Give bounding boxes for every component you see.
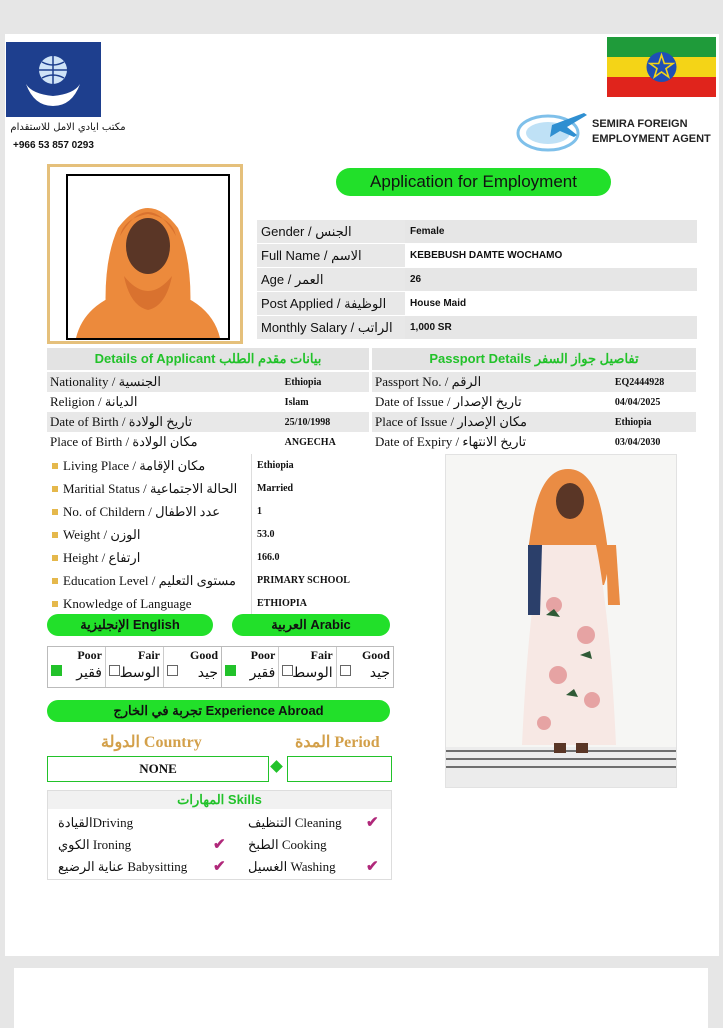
details-label: Knowledge of Language [63, 595, 192, 611]
arabic-level-fair [279, 647, 336, 687]
details-row [49, 477, 394, 500]
applicant-label: Place of Birth / مكان الولادة [50, 434, 198, 449]
english-language-header: الإنجليزية English [47, 614, 213, 636]
skill-label: القيادةDriving [58, 815, 134, 830]
basic-label: Full Name / الاسم [257, 244, 405, 268]
country-value: NONE [47, 756, 269, 782]
applicant-value: 25/10/1998 [282, 412, 369, 432]
basic-label: Age / العمر [257, 268, 405, 292]
checkmark-icon: ✔ [213, 859, 226, 875]
bullet-icon [52, 601, 58, 607]
skills-box [47, 790, 392, 880]
level-label-en: Poor [250, 648, 276, 662]
passport-label: Date of Issue / تاريخ الإصدار [375, 394, 522, 409]
office-name: مكتب ايادي الامل للاستقدام [10, 122, 126, 133]
details-label: Weight / الوزن [63, 526, 141, 542]
applicant-value: Ethiopia [282, 372, 369, 392]
bullet-icon [52, 486, 58, 492]
passport-value: 03/04/2030 [614, 436, 661, 448]
basic-label: Post Applied / الوظيفة [257, 292, 405, 316]
basic-row [257, 244, 697, 268]
checkbox-icon[interactable] [167, 665, 178, 676]
passport-details-table [372, 372, 696, 452]
english-level-options [47, 646, 222, 688]
skill-label: الكوي Ironing [58, 837, 132, 852]
details-label: Education Level / مستوى التعليم [63, 572, 236, 588]
office-phone: +966 53 857 0293 [13, 140, 94, 151]
passport-row [372, 432, 696, 452]
bullet-icon [52, 532, 58, 538]
level-label-ar: جيد [197, 665, 218, 681]
basic-row [257, 268, 697, 292]
agent-name [592, 117, 711, 147]
details-value: ETHIOPIA [252, 592, 395, 615]
passport-row [372, 412, 696, 432]
office-logo [6, 42, 101, 117]
bullet-icon [52, 555, 58, 561]
level-label-ar: فقير [76, 665, 102, 681]
details-label: Height / ارتفاع [63, 549, 141, 565]
details-label: Living Place / مكان الإقامة [63, 457, 206, 473]
arabic-language-header: العربية Arabic [232, 614, 390, 636]
applicant-row [47, 432, 369, 452]
details-row [49, 500, 394, 523]
english-level-fair [106, 647, 164, 687]
basic-row [257, 316, 697, 340]
level-label-en: Good [361, 648, 390, 662]
level-label-en: Good [189, 648, 218, 662]
bullet-icon [52, 509, 58, 515]
basic-value: Female [405, 220, 697, 244]
details-row [49, 454, 394, 477]
details-row [49, 569, 394, 592]
details-label: No. of Childern / عدد الاطفال [63, 503, 221, 519]
agent-name-line2: EMPLOYMENT AGENT [592, 133, 711, 145]
applicant-value: ANGECHA [284, 436, 336, 448]
basic-value: House Maid [405, 292, 697, 316]
arabic-level-poor [222, 647, 279, 687]
next-page [14, 968, 708, 1028]
level-label-en: Fair [310, 648, 333, 662]
passport-label: Passport No. / الرقم [372, 372, 612, 392]
applicant-row [47, 392, 369, 412]
skill-label: الطبخ Cooking [248, 837, 327, 852]
bullet-icon [52, 578, 58, 584]
experience-abroad-header: تجربة في الخارج Experience Abroad [47, 700, 390, 722]
basic-value: 26 [405, 268, 697, 292]
passport-value: Ethiopia [612, 412, 696, 432]
diamond-icon [270, 760, 283, 773]
applicant-details-header: Details of Applicant بيانات مقدم الطلب [47, 348, 369, 370]
level-label-en: Poor [77, 648, 102, 662]
full-body-photo [445, 454, 677, 788]
period-value [287, 756, 392, 782]
checkbox-icon[interactable] [225, 665, 236, 676]
country-label: الدولة Country [101, 734, 202, 751]
checkmark-icon: ✔ [366, 815, 379, 831]
details-value: 1 [252, 500, 395, 523]
applicant-label: Religion / الديانة [50, 394, 138, 409]
passport-row [372, 372, 696, 392]
applicant-row [47, 412, 369, 432]
checkbox-icon[interactable] [340, 665, 351, 676]
basic-value: KEBEBUSH DAMTE WOCHAMO [405, 244, 697, 268]
details-label: Maritial Status / الحالة الاجتماعية [63, 480, 238, 496]
basic-row [257, 292, 697, 316]
details-value: PRIMARY SCHOOL [252, 569, 395, 592]
skill-label: عناية الرضيع Babysitting [58, 859, 188, 874]
details-value: Married [252, 477, 395, 500]
applicant-row [47, 372, 369, 392]
details-value: Ethiopia [252, 454, 395, 477]
checkmark-icon: ✔ [213, 837, 226, 853]
airplane-logo-icon [512, 107, 592, 153]
application-page [5, 34, 719, 956]
details-value: 53.0 [252, 523, 395, 546]
arabic-level-good [337, 647, 393, 687]
passport-label: Place of Issue / مكان الإصدار [372, 412, 612, 432]
checkbox-icon[interactable] [51, 665, 62, 676]
details-row [49, 592, 394, 615]
applicant-label: Date of Birth / تاريخ الولادة [47, 412, 282, 432]
basic-info-table [257, 220, 697, 340]
personal-details-list [49, 454, 394, 615]
portrait-photo [66, 174, 230, 340]
level-label-en: Fair [138, 648, 160, 662]
basic-label: Monthly Salary / الراتب [257, 316, 405, 340]
english-level-poor [48, 647, 106, 687]
basic-row [257, 220, 697, 244]
applicant-value: Islam [284, 396, 309, 408]
basic-label: Gender / الجنس [257, 220, 405, 244]
period-label: المدة Period [295, 734, 380, 751]
details-row [49, 523, 394, 546]
passport-value: EQ2444928 [612, 372, 696, 392]
arabic-level-options [221, 646, 394, 688]
portrait-photo-frame [47, 164, 243, 344]
passport-label: Date of Expiry / تاريخ الانتهاء [375, 434, 527, 449]
checkbox-icon[interactable] [109, 665, 120, 676]
english-level-good [164, 647, 221, 687]
details-value: 166.0 [252, 546, 395, 569]
page-title: Application for Employment [336, 168, 611, 196]
level-label-ar: الوسط [292, 665, 333, 681]
details-row [49, 546, 394, 569]
applicant-details-table [47, 372, 369, 452]
level-label-ar: فقير [249, 665, 276, 681]
bullet-icon [52, 463, 58, 469]
skills-header: المهارات Skills [48, 791, 391, 809]
skill-label: الغسيل Washing [248, 859, 336, 874]
basic-value: 1,000 SR [405, 316, 697, 340]
checkmark-icon: ✔ [366, 859, 379, 875]
agent-name-line1: SEMIRA FOREIGN [592, 118, 688, 130]
applicant-label: Nationality / الجنسية [47, 372, 282, 392]
passport-value: 04/04/2025 [614, 396, 661, 408]
ethiopia-flag-icon [607, 37, 716, 97]
passport-row [372, 392, 696, 412]
level-label-ar: جيد [369, 665, 390, 681]
skill-label: التنظيف Cleaning [248, 815, 342, 830]
level-label-ar: الوسط [119, 665, 160, 681]
passport-details-header: Passport Details تفاصيل جواز السفر [372, 348, 696, 370]
